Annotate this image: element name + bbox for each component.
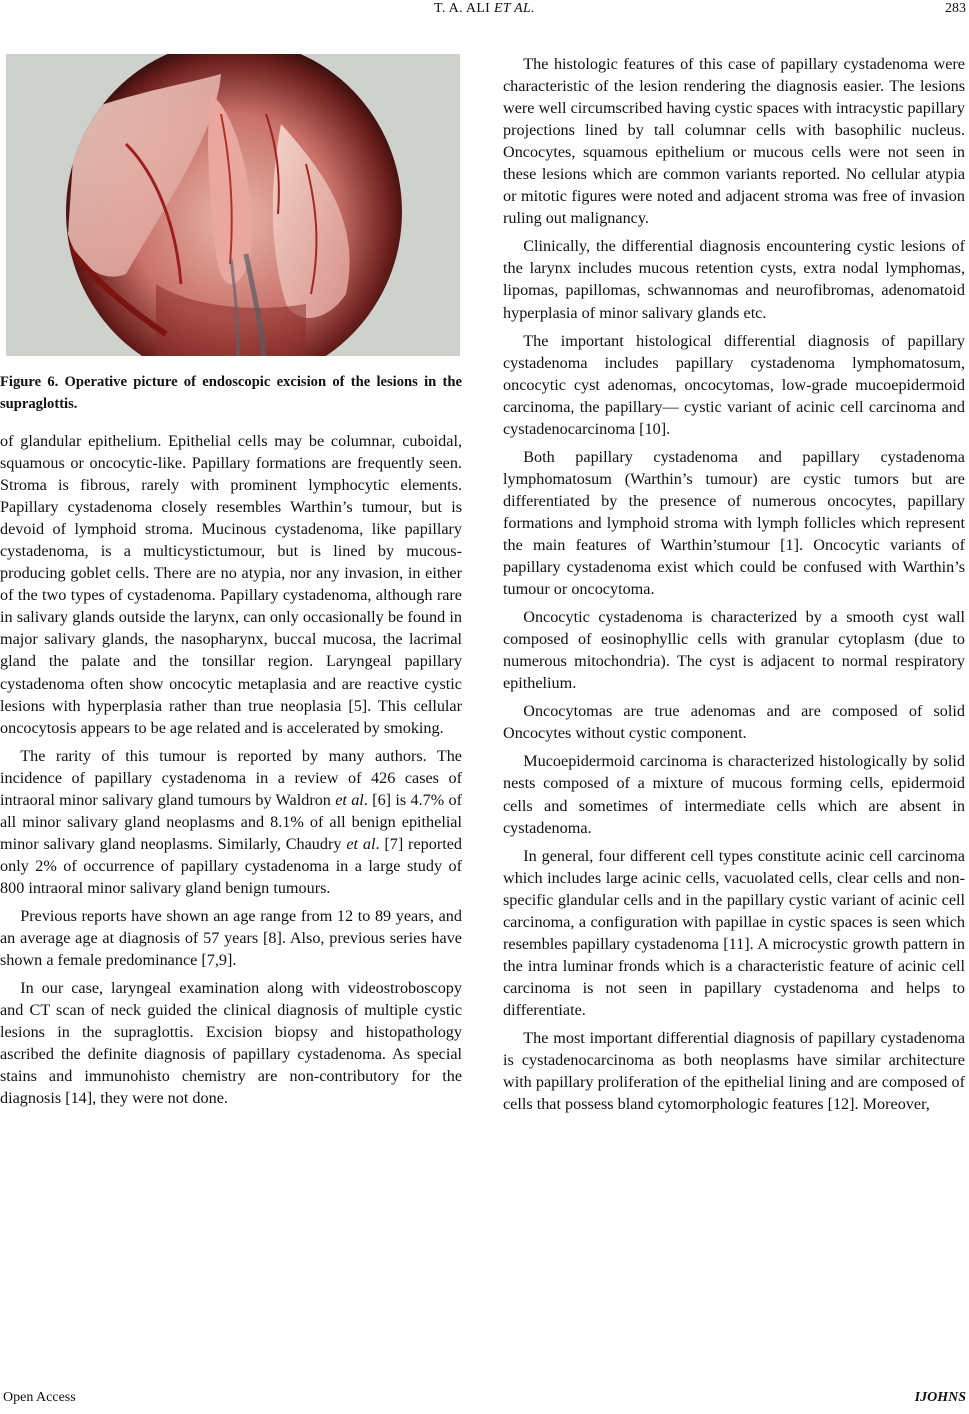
italic-et-al: et al <box>335 790 364 809</box>
italic-et-al: et al <box>346 834 376 853</box>
running-head: T. A. ALI ET AL. <box>434 1 535 16</box>
paragraph: Both papillary cystadenoma and papillary cystadenoma lymphomatosum (Warthin’s tumour) are cystic tumors but are differentiated by the presence of numerous oncocytes, papillary formations and lymphoid stroma with lymph follicles which represent the main features of Warthin’stumour [1]. Oncocytic variants of papillary cystadenoma exist which could be confused with Warthin’s tumour or oncocytoma. <box>503 447 965 599</box>
paragraph: Mucoepidermoid carcinoma is characterized histologically by solid nests composed of a mixture of mucous forming cells, epidermoid cells and sometimes of intermediate cells which are absent in cystadenoma. <box>503 752 965 837</box>
page-header <box>0 0 969 26</box>
figure-6-photo <box>6 54 460 356</box>
paragraph: The most important differential diagnosis of papillary cystadenoma is cystadenocarcinoma as both neoplasms have similar architecture with papillary proliferation of the epithelial lining and are composed of cells that possess bland cytomorphologic features [12]. Moreover, <box>503 1028 965 1114</box>
paragraph: The rarity of this tumour is reported by many authors. The incidence of papillary cystadenoma in a review of 426 cases of intraoral minor salivary gland tumours by Waldron et al. [6] is 4.7% of all minor salivary gland neoplasms and 8.1% of all benign epithelial minor salivary gland neoplasms. Similarly, Chaudry et al. [7] reported only 2% of occurrence of papillary cystadenoma in a large study of 800 intraoral minor salivary gland benign tumours. <box>0 746 462 897</box>
paragraph: Previous reports have shown an age range from 12 to 89 years, and an average age at diagnosis of 57 years [8]. Also, previous series have shown a female predominance [7,9]. <box>0 906 462 970</box>
paragraph: In our case, laryngeal examination along with videostroboscopy and CT scan of neck guided the clinical diagnosis of multiple cystic lesions in the supraglottis. Excision biopsy and histopathology ascribed the definite diagnosis of papillary cystadenoma. As special stains and immunohisto chemistry are non-contributory for the diagnosis [14], they were not done. <box>0 979 462 1108</box>
paragraph: Clinically, the differential diagnosis encountering cystic lesions of the larynx includes mucous retention cysts, extra nodal lymphomas, lipomas, papillomas, schwannomas and neurofibromas, adenomatoid hyperplasia of minor salivary glands etc. <box>503 237 965 322</box>
paragraph: In general, four different cell types constitute acinic cell carcinoma which includes large acinic cells, vacuolated cells, clear cells and non-specific glandular cells and in the papillary cystic variant of acinic cell carcinoma, a configuration with papillae in cystic spaces is seen which resembles papillary cystadenoma [11]. A microcystic growth pattern in the intra luminar fronds which is a characteristic feature of acinic cell carcinoma is not seen in papillary cystadenoma and helps to differentiate. <box>503 846 965 1019</box>
running-head-italic: ET AL. <box>493 1 535 16</box>
footer-journal: IJOHNS <box>914 1390 966 1405</box>
paragraph: Oncocytomas are true adenomas and are composed of solid Oncocytes without cystic component. <box>503 702 965 743</box>
left-column <box>0 430 462 1115</box>
page-number: 283 <box>945 1 966 16</box>
figure-caption: Figure 6. Operative picture of endoscopic excision of the lesions in the supraglottis. <box>0 374 462 412</box>
paragraph: The important histological differential diagnosis of papillary cystadenoma includes papillary cystadenoma lymphomatosum, oncocytic cyst adenomas, oncocytomas, low-grade mucoepidermoid carcinoma, the papillary— cystic variant of acinic cell carcinoma and cystadenocarcinoma [10]. <box>503 331 965 438</box>
paragraph: The histologic features of this case of papillary cystadenoma were characteristic of the lesion rendering the diagnosis easier. The lesions were well circumscribed having cystic spaces with intracystic papillary projections lined by tall columnar cells with basophilic nucleus. Oncocytes, squamous epithelium or mucous cells were not seen in these lesions which are common variants reported. No cellular atypia or mitotic figures were noted and adjacent stroma was free of invasion ruling out malignancy. <box>503 55 965 228</box>
footer-open-access: Open Access <box>3 1390 76 1405</box>
paragraph: of glandular epithelium. Epithelial cells may be columnar, cuboidal, squamous or oncocytic-like. Papillary formations are frequently seen. Stroma is fibrous, rarely with prominent lymphocytic elements. Papillary cystadenoma closely resembles Warthin’s tumour, but is devoid of lymphoid stroma. Mucinous cystadenoma, like papillary cystadenoma, is a multicystictumour, but is lined by mucous-producing goblet cells. There are no atypia, nor any invasion, in either of the two types of cystadenoma. Papillary cystadenoma, although rare in salivary glands outside the larynx, can only occasionally be found in major salivary glands, the nasopharynx, buccal mucosa, the lacrimal gland the palate and the tonsillar region. Laryngeal papillary cystadenoma often show oncocytic metaplasia and are reactive cystic lesions with hyperplasia rather than true neoplasia [5]. This cellular oncocytosis appears to be age related and is accelerated by smoking. <box>0 432 462 737</box>
right-column <box>503 53 965 1121</box>
paragraph: Oncocytic cystadenoma is characterized by a smooth cyst wall composed of eosinophyllic cells with granular cytoplasm (due to numerous mitochondria). The cyst is adjacent to normal respiratory epithelium. <box>503 608 965 693</box>
